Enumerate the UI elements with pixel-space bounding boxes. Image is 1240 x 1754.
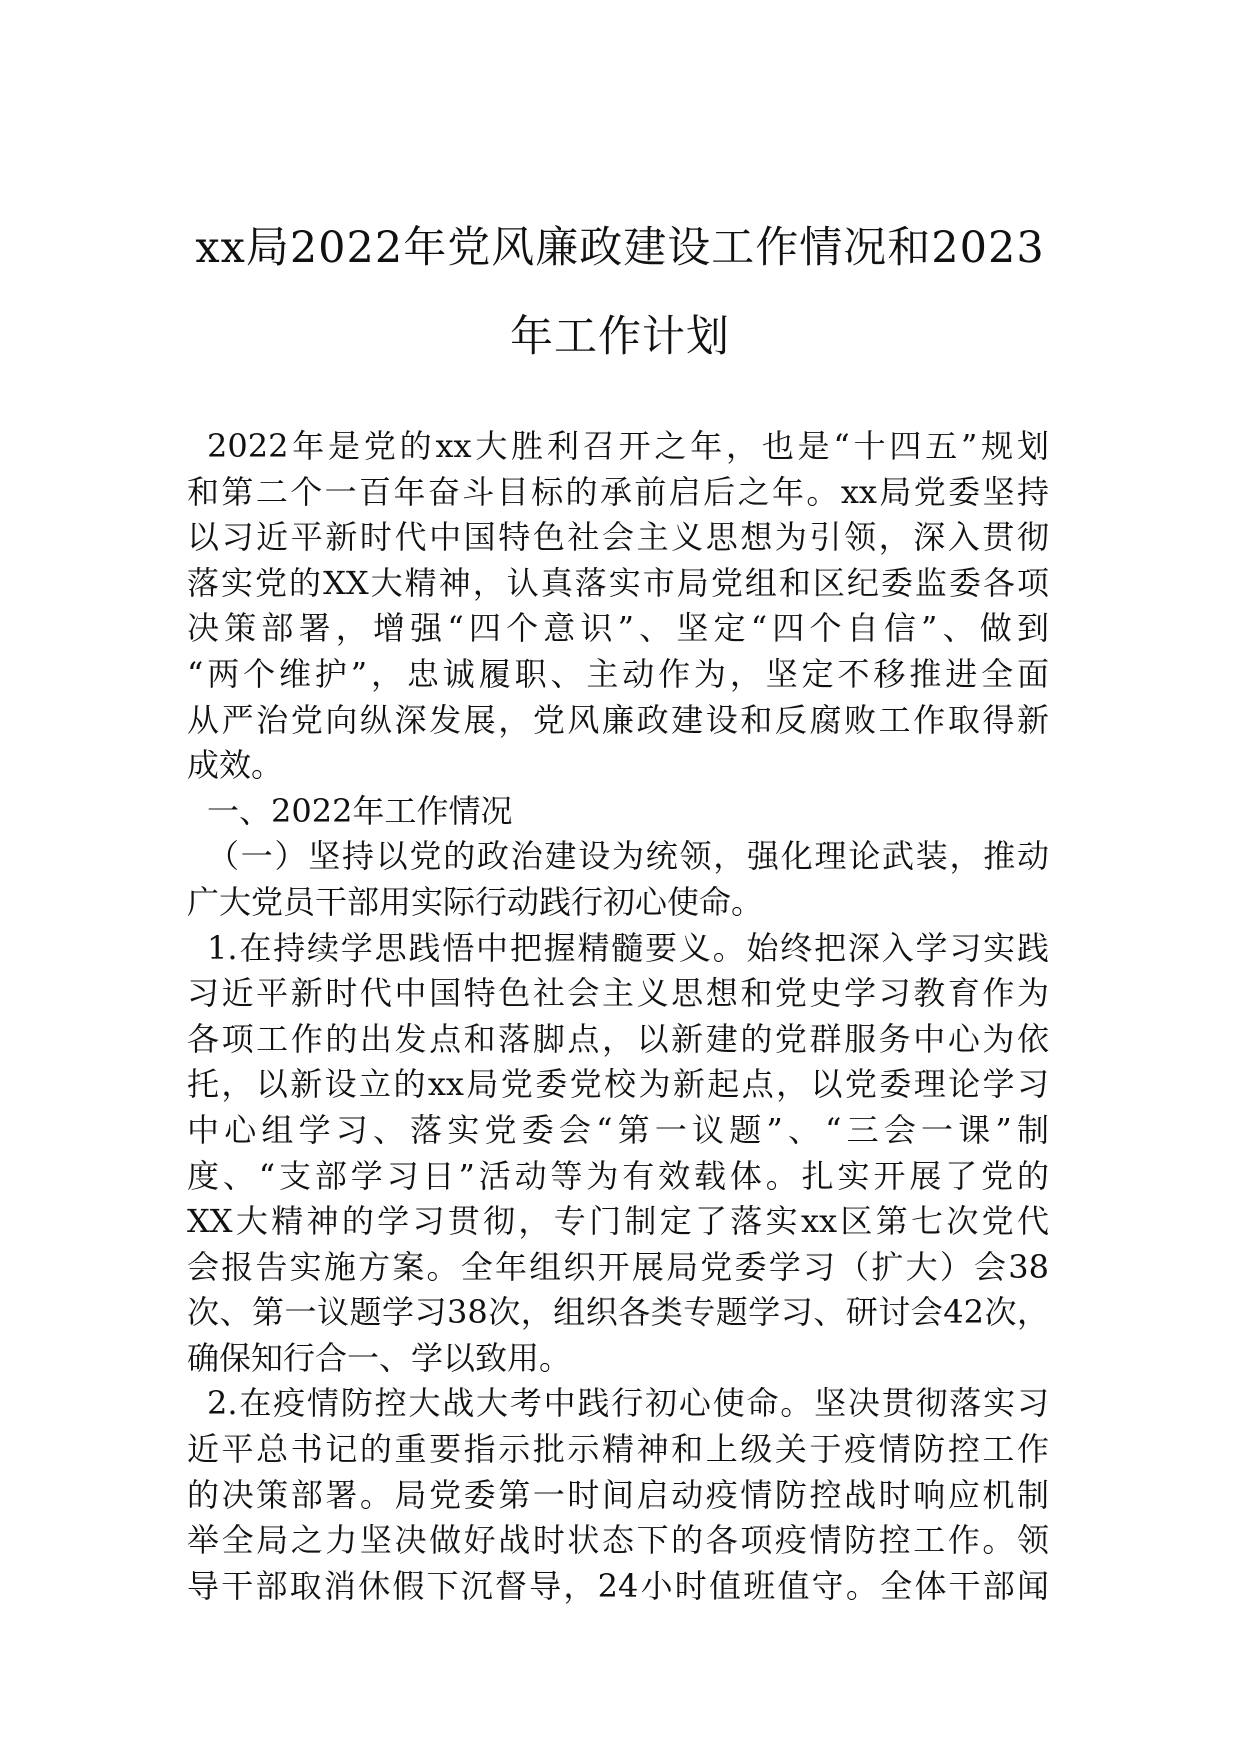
- body-line: 度、“支部学习日”活动等为有效载体。扎实开展了党的: [187, 1156, 1049, 1195]
- document-title-line-2: 年工作计划: [510, 312, 730, 362]
- body-line: 习近平新时代中国特色社会主义思想和党史学习教育作为: [187, 974, 1049, 1013]
- body-line: XX大精神的学习贯彻，专门制定了落实xx区第七次党代: [187, 1202, 1049, 1241]
- body-line: 决策部署，增强“四个意识”、坚定“四个自信”、做到: [187, 609, 1049, 648]
- subsection-heading: 广大党员干部用实际行动践行初心使命。: [187, 882, 764, 921]
- body-line: 落实党的XX大精神，认真落实市局党组和区纪委监委各项: [187, 563, 1049, 602]
- subsection-heading: （一）坚持以党的政治建设为统领，强化理论武装，推动: [207, 837, 1049, 876]
- body-line: 成效。: [187, 746, 284, 785]
- body-line: 从严治党向纵深发展，党风廉政建设和反腐败工作取得新: [187, 700, 1049, 739]
- body-line: 以习近平新时代中国特色社会主义思想为引领，深入贯彻: [187, 518, 1049, 557]
- body-line: 1.在持续学思践悟中把握精髓要义。始终把深入学习实践: [207, 928, 1049, 967]
- body-line: 2022年是党的xx大胜利召开之年，也是“十四五”规划: [207, 427, 1049, 465]
- body-line: 的决策部署。局党委第一时间启动疫情防控战时响应机制: [187, 1475, 1049, 1514]
- body-line: “两个维护”，忠诚履职、主动作为，坚定不移推进全面: [187, 654, 1049, 693]
- body-line: 举全局之力坚决做好战时状态下的各项疫情防控工作。领: [187, 1521, 1049, 1560]
- body-line: 托，以新设立的xx局党委党校为新起点，以党委理论学习: [187, 1065, 1049, 1104]
- document-body: [187, 424, 1049, 1609]
- body-line: 2.在疫情防控大战大考中践行初心使命。坚决贯彻落实习: [207, 1384, 1049, 1423]
- body-line: 和第二个一百年奋斗目标的承前启后之年。xx局党委坚持: [187, 472, 1049, 511]
- body-line: 导干部取消休假下沉督导，24小时值班值守。全体干部闻: [187, 1566, 1049, 1605]
- document-title-line-1: xx局2022年党风廉政建设工作情况和2023: [195, 223, 1045, 273]
- section-heading: 一、2022年工作情况: [207, 791, 513, 830]
- body-line: 会报告实施方案。全年组织开展局党委学习（扩大）会38: [187, 1247, 1049, 1286]
- body-line: 近平总书记的重要指示批示精神和上级关于疫情防控工作: [187, 1430, 1049, 1469]
- body-line: 中心组学习、落实党委会“第一议题”、“三会一课”制: [187, 1110, 1049, 1149]
- body-line: 确保知行合一、学以致用。: [187, 1338, 572, 1377]
- body-line: 各项工作的出发点和落脚点，以新建的党群服务中心为依: [187, 1019, 1049, 1058]
- body-line: 次、第一议题学习38次，组织各类专题学习、研讨会42次，: [187, 1293, 1049, 1332]
